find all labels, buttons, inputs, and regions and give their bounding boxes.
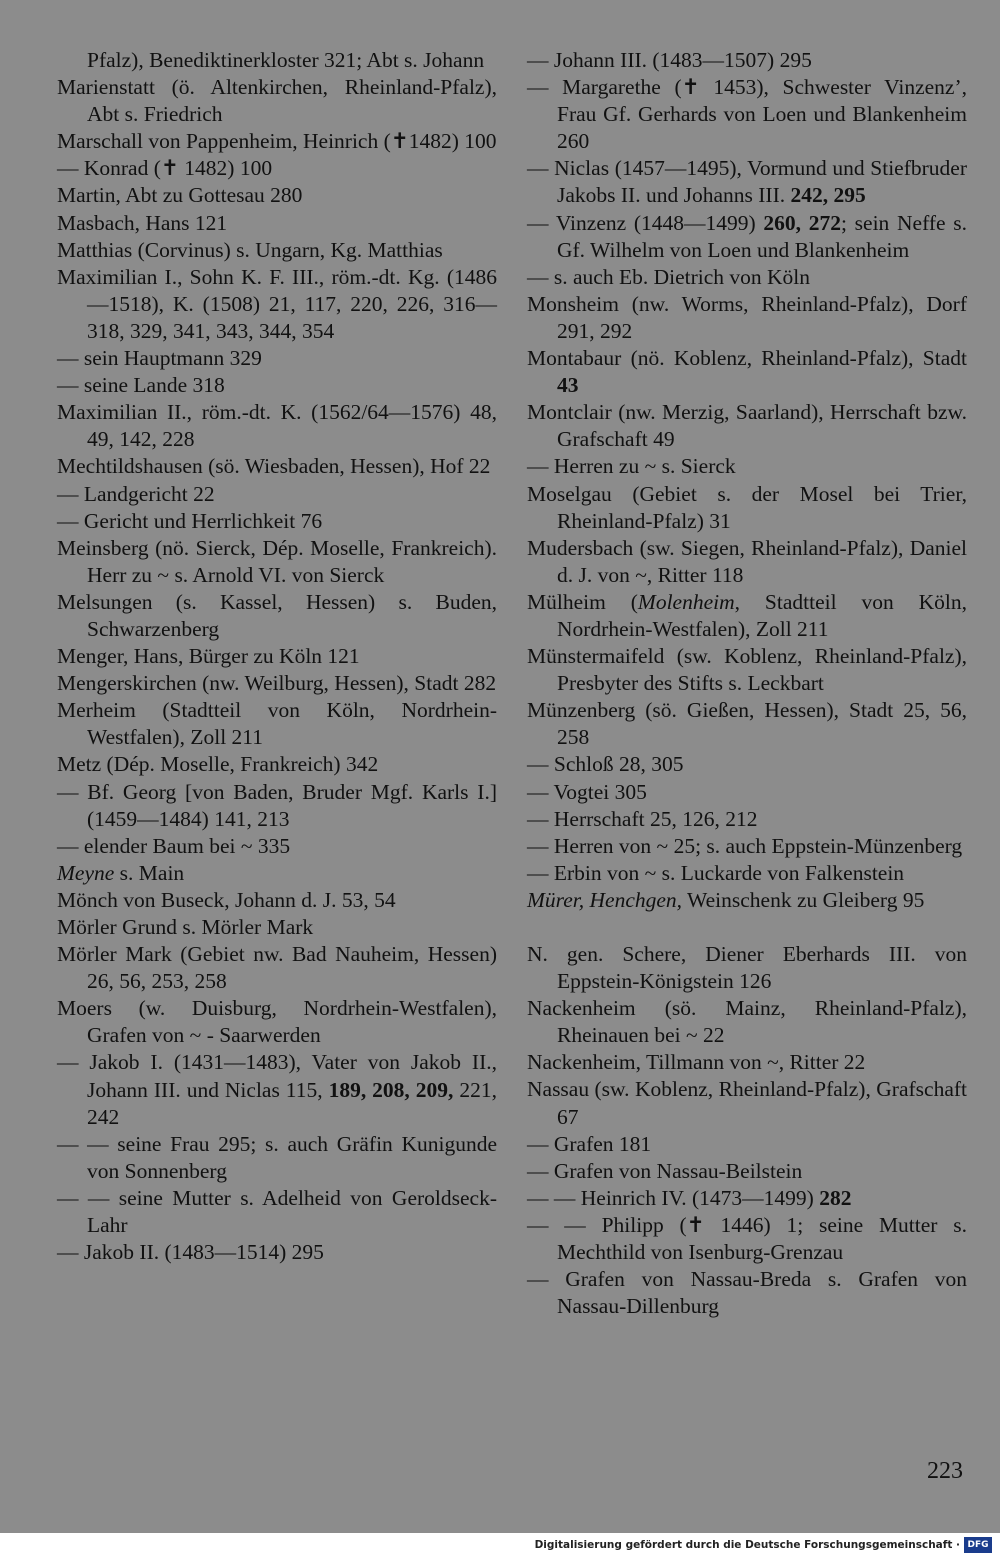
entry-text: Montabaur (nö. Koblenz, Rheinland-Pfalz), Stadt bbox=[527, 346, 967, 371]
entry-italic: Mürer, Henchgen, bbox=[527, 887, 683, 912]
index-entry bbox=[527, 779, 967, 806]
page-number: 223 bbox=[927, 1458, 963, 1484]
entry-text: — Konrad (✝ 1482) 100 bbox=[57, 156, 273, 181]
index-entry bbox=[57, 481, 497, 508]
index-entry bbox=[57, 264, 497, 345]
entry-text: — Landgericht 22 bbox=[57, 481, 215, 506]
index-entry bbox=[527, 453, 967, 480]
index-entry bbox=[57, 1049, 497, 1130]
entry-text: Montclair (nw. Merzig, Saarland), Herrschaft bzw. Grafschaft 49 bbox=[527, 400, 967, 452]
index-entry bbox=[57, 74, 497, 128]
entry-text: Maximilian I., Sohn K. F. III., röm.-dt. Kg. (1486—1518), K. (1508) 21, 117, 220, 226, 316—318, 329, 341, 343, 344, 354 bbox=[57, 264, 497, 343]
entry-text: Moselgau (Gebiet s. der Mosel bei Trier, Rheinland-Pfalz) 31 bbox=[527, 481, 967, 533]
index-entry bbox=[527, 941, 967, 995]
entry-text: Monsheim (nw. Worms, Rheinland-Pfalz), Dorf 291, 292 bbox=[527, 291, 967, 343]
index-entry bbox=[527, 345, 967, 399]
entry-bold-pages: 242, 295 bbox=[790, 183, 866, 208]
entry-text: Mörler Grund s. Mörler Mark bbox=[57, 915, 314, 939]
entry-italic: Meyne bbox=[57, 860, 115, 885]
entry-text: — s. auch Eb. Dietrich von Köln bbox=[527, 264, 811, 289]
entry-text-after: 221, 242 bbox=[87, 1077, 497, 1129]
index-entry bbox=[57, 1185, 497, 1239]
entry-text: — Vogtei 305 bbox=[527, 779, 647, 804]
index-entry bbox=[57, 1239, 497, 1266]
index-entry bbox=[527, 74, 967, 155]
entry-text: — Schloß 28, 305 bbox=[527, 752, 684, 777]
index-entry bbox=[527, 1076, 967, 1130]
index-entry bbox=[57, 589, 497, 643]
index-entry bbox=[57, 670, 497, 697]
index-entry bbox=[57, 210, 497, 237]
entry-text-after: , Stadtteil von Köln, Nordrhein-Westfalen), Zoll 211 bbox=[557, 589, 967, 641]
entry-text: — Herren von ~ 25; s. auch Eppstein-Münzenberg bbox=[527, 833, 963, 858]
index-entry bbox=[527, 1266, 967, 1320]
index-entry bbox=[57, 697, 497, 751]
index-entry bbox=[527, 264, 967, 291]
entry-text: Mörler Mark (Gebiet nw. Bad Nauheim, Hessen) 26, 56, 253, 258 bbox=[57, 942, 497, 994]
entry-text-after: s. Main bbox=[114, 860, 185, 885]
entry-bold-pages: 43 bbox=[557, 373, 579, 398]
entry-text: — Grafen 181 bbox=[527, 1131, 652, 1156]
index-spacer bbox=[527, 914, 967, 941]
index-entry bbox=[57, 833, 497, 860]
entry-bold-pages: 260, 272 bbox=[763, 210, 841, 235]
entry-text-after: Weinschenk zu Gleiberg 95 bbox=[682, 887, 925, 912]
entry-text: Nackenheim (sö. Mainz, Rheinland-Pfalz), Rheinauen bei ~ 22 bbox=[527, 996, 967, 1048]
index-entry bbox=[57, 182, 497, 209]
entry-text: — Vinzenz (1448—1499) bbox=[527, 210, 764, 235]
entry-bold-pages: 282 bbox=[819, 1185, 852, 1210]
entry-text: Moers (w. Duisburg, Nordrhein-Westfalen), Grafen von ~ - Saarwerden bbox=[57, 996, 497, 1048]
entry-bold-pages: 189, 208, 209, bbox=[328, 1077, 454, 1102]
index-entry bbox=[527, 399, 967, 453]
index-entry bbox=[57, 155, 497, 182]
entry-text: — — Heinrich IV. (1473—1499) bbox=[527, 1185, 820, 1210]
index-entry bbox=[57, 237, 497, 264]
entry-text: Metz (Dép. Moselle, Frankreich) 342 bbox=[57, 752, 379, 777]
index-entry bbox=[527, 535, 967, 589]
entry-text: Maximilian II., röm.-dt. K. (1562/64—1576) 48, 49, 142, 228 bbox=[57, 400, 497, 452]
footer-bar bbox=[0, 1533, 1000, 1559]
index-entry bbox=[57, 47, 497, 74]
index-entry bbox=[57, 751, 497, 778]
index-entry bbox=[57, 941, 497, 995]
entry-text: — sein Hauptmann 329 bbox=[57, 346, 262, 371]
entry-text: — Jakob I. (1431—1483), Vater von Jakob II., Johann III. und Niclas 115, bbox=[57, 1050, 497, 1102]
entry-text: Meinsberg (nö. Sierck, Dép. Moselle, Frankreich). Herr zu ~ s. Arnold VI. von Sierck bbox=[57, 535, 497, 587]
index-entry bbox=[527, 210, 967, 264]
entry-text: Menger, Hans, Bürger zu Köln 121 bbox=[57, 644, 360, 669]
entry-text: — — seine Frau 295; s. auch Gräfin Kunigunde von Sonnenberg bbox=[57, 1131, 497, 1183]
entry-text: — Grafen von Nassau-Breda s. Grafen von Nassau-Dillenburg bbox=[527, 1267, 967, 1319]
index-entry bbox=[57, 453, 497, 480]
entry-text: Nackenheim, Tillmann von ~, Ritter 22 bbox=[527, 1050, 866, 1075]
index-entry bbox=[527, 155, 967, 209]
index-entry bbox=[57, 399, 497, 453]
entry-text: Nassau (sw. Koblenz, Rheinland-Pfalz), Grafschaft 67 bbox=[527, 1077, 967, 1129]
entry-text: — Bf. Georg [von Baden, Bruder Mgf. Karls I.] (1459—1484) 141, 213 bbox=[57, 779, 497, 831]
entry-text: — Johann III. (1483—1507) 295 bbox=[527, 48, 812, 72]
entry-text: Mudersbach (sw. Siegen, Rheinland-Pfalz), Daniel d. J. von ~, Ritter 118 bbox=[527, 535, 967, 587]
index-entry bbox=[527, 291, 967, 345]
entry-text: Marschall von Pappenheim, Heinrich (✝1482) 100 bbox=[57, 129, 497, 154]
index-entry bbox=[57, 643, 497, 670]
entry-text: — Margarethe (✝ 1453), Schwester Vinzenz’, Frau Gf. Gerhards von Loen und Blankenheim 260 bbox=[527, 75, 967, 154]
entry-text: Münzenberg (sö. Gießen, Hessen), Stadt 25, 56, 258 bbox=[527, 698, 967, 750]
index-entry bbox=[57, 887, 497, 914]
index-entry bbox=[527, 481, 967, 535]
index-entry bbox=[527, 833, 967, 860]
index-entry bbox=[57, 1131, 497, 1185]
index-entry bbox=[57, 128, 497, 155]
entry-text: — Herren zu ~ s. Sierck bbox=[527, 454, 736, 479]
entry-text: — Erbin von ~ s. Luckarde von Falkenstein bbox=[527, 860, 905, 885]
index-entry bbox=[527, 887, 967, 914]
index-entry bbox=[527, 697, 967, 751]
index-entry bbox=[57, 779, 497, 833]
entry-text: Mengerskirchen (nw. Weilburg, Hessen), Stadt 282 bbox=[57, 671, 497, 696]
index-entry bbox=[527, 47, 967, 74]
entry-text: — Niclas (1457—1495), Vormund und Stiefbruder Jakobs II. und Johanns III. bbox=[527, 156, 967, 208]
index-entry bbox=[527, 1049, 967, 1076]
index-entry bbox=[57, 535, 497, 589]
entry-text: Mülheim ( bbox=[527, 589, 638, 614]
index-entry bbox=[527, 995, 967, 1049]
index-entry bbox=[527, 860, 967, 887]
entry-text: Marienstatt (ö. Altenkirchen, Rheinland-Pfalz), Abt s. Friedrich bbox=[57, 75, 497, 127]
footer-credit: Digitalisierung gefördert durch die Deutsche Forschungsgemeinschaft · bbox=[534, 1539, 960, 1551]
entry-text: N. gen. Schere, Diener Eberhards III. von Eppstein-Königstein 126 bbox=[527, 942, 967, 994]
entry-text-after: ; sein Neffe s. Gf. Wilhelm von Loen und Blankenheim bbox=[557, 210, 967, 262]
entry-text: Melsungen (s. Kassel, Hessen) s. Buden, Schwarzenberg bbox=[57, 589, 497, 641]
entry-text: — elender Baum bei ~ 335 bbox=[57, 833, 291, 858]
entry-text: — Jakob II. (1483—1514) 295 bbox=[57, 1240, 324, 1265]
index-entry bbox=[57, 508, 497, 535]
entry-text: Münstermaifeld (sw. Koblenz, Rheinland-Pfalz), Presbyter des Stifts s. Leckbart bbox=[527, 644, 967, 696]
index-entry bbox=[527, 751, 967, 778]
dfg-logo-icon: DFG bbox=[964, 1537, 992, 1553]
entry-text: Martin, Abt zu Gottesau 280 bbox=[57, 183, 303, 208]
entry-text: — Grafen von Nassau-Beilstein bbox=[527, 1158, 803, 1183]
entry-text: Matthias (Corvinus) s. Ungarn, Kg. Matthias bbox=[57, 237, 443, 262]
index-entry bbox=[527, 806, 967, 833]
entry-text: Merheim (Stadtteil von Köln, Nordrhein-Westfalen), Zoll 211 bbox=[57, 698, 497, 750]
entry-text: Masbach, Hans 121 bbox=[57, 210, 228, 235]
index-entry bbox=[527, 589, 967, 643]
index-column-left bbox=[57, 47, 497, 1266]
entry-italic: Molenheim bbox=[637, 589, 735, 614]
index-entry bbox=[57, 860, 497, 887]
entry-text: Pfalz), Benediktinerkloster 321; Abt s. Johann bbox=[87, 48, 485, 72]
index-entry bbox=[527, 1185, 967, 1212]
index-entry bbox=[527, 1158, 967, 1185]
index-entry bbox=[57, 995, 497, 1049]
entry-text: — Herrschaft 25, 126, 212 bbox=[527, 806, 758, 831]
index-entry bbox=[527, 1131, 967, 1158]
index-entry bbox=[527, 1212, 967, 1266]
index-entry bbox=[57, 914, 497, 941]
entry-text: — Gericht und Herrlichkeit 76 bbox=[57, 508, 323, 533]
entry-text: Mönch von Buseck, Johann d. J. 53, 54 bbox=[57, 887, 396, 912]
entry-text: Mechtildshausen (sö. Wiesbaden, Hessen), Hof 22 bbox=[57, 454, 491, 479]
index-entry bbox=[57, 372, 497, 399]
entry-text: — — Philipp (✝ 1446) 1; seine Mutter s. Mechthild von Isenburg-Grenzau bbox=[527, 1212, 967, 1265]
index-column-right bbox=[527, 47, 967, 1320]
entry-text: — — seine Mutter s. Adelheid von Geroldseck-Lahr bbox=[57, 1185, 497, 1238]
index-entry bbox=[527, 643, 967, 697]
index-entry bbox=[57, 345, 497, 372]
entry-text: — seine Lande 318 bbox=[57, 373, 225, 398]
